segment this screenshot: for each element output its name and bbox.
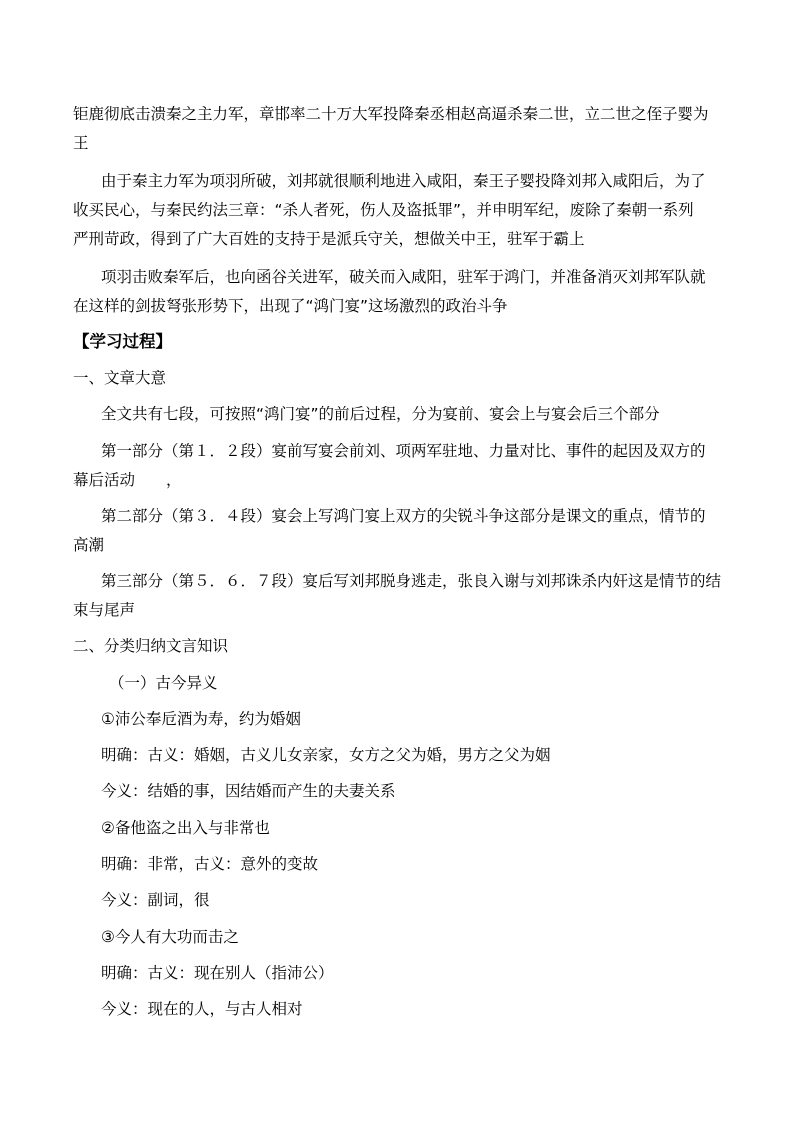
text-line: 在这样的剑拔弩张形势下，出现了“鸿门宴”这场激烈的政治斗争 [73, 297, 508, 315]
text-line: 高潮 [73, 536, 105, 554]
paragraph-start: 第三部分（第５．６．７段）宴后写刘邦脱身逃走，张良入谢与刘邦诛杀内奸这是情节的结 [101, 572, 722, 590]
part-heading: 二、分类归纳文言知识 [73, 637, 229, 655]
example-sentence: ①沛公奉卮酒为寿，约为婚姻 [101, 710, 301, 728]
explanation-line: 今义：结婚的事，因结婚而产生的夫妻关系 [101, 782, 396, 800]
example-sentence: ③今人有大功而击之 [101, 928, 239, 946]
paragraph-start: 第二部分（第３．４段）宴会上写鸿门宴上双方的尖锐斗争这部分是课文的重点，情节的 [101, 507, 706, 525]
explanation-line: 明确：古义：婚姻，古义儿女亲家，女方之父为婚，男方之父为姻 [101, 746, 551, 764]
paragraph-start: 第一部分（第１．２段）宴前写宴会前刘、项两军驻地、力量对比、事件的起因及双方的 [101, 442, 706, 460]
paragraph-start: 项羽击败秦军后，也向函谷关进军，破关而入咸阳，驻军于鸿门，并准备消灭刘邦军队就 [101, 268, 706, 286]
text-line: 束与尾声 [73, 601, 136, 619]
text-line: 严刑苛政，得到了广大百姓的支持于是派兵守关，想做关中王，驻军于霸上 [73, 230, 585, 248]
text-line: 收买民心，与秦民约法三章：“杀人者死，伤人及盗抵罪”，并申明军纪，废除了秦朝一系列 [73, 201, 694, 219]
section-heading: 【学习过程】 [73, 332, 172, 351]
explanation-line: 今义：副词，很 [101, 891, 210, 909]
explanation-line: 明确：非常，古义：意外的变故 [101, 855, 319, 873]
paragraph-start: 由于秦主力军为项羽所破，刘邦就很顺利地进入咸阳，秦王子婴投降刘邦入咸阳后，为了 [101, 172, 706, 190]
text-line: 王 [73, 134, 89, 152]
text-line: 幕后活动 ， [73, 471, 182, 489]
paragraph-start: 全文共有七段，可按照“鸿门宴”的前后过程，分为宴前、宴会上与宴会后三个部分 [101, 405, 660, 423]
explanation-line: 今义：现在的人，与古人相对 [101, 1000, 303, 1018]
explanation-line: 明确：古义：现在别人（指沛公） [101, 964, 334, 982]
text-line: 钜鹿彻底击溃秦之主力军，章邯率二十万大军投降秦丞相赵高逼杀秦二世，立二世之侄子婴为 [73, 105, 709, 123]
example-sentence: ②备他盗之出入与非常也 [101, 819, 270, 837]
sub-heading: （一）古今异义 [109, 674, 218, 692]
part-heading: 一、文章大意 [73, 369, 167, 387]
